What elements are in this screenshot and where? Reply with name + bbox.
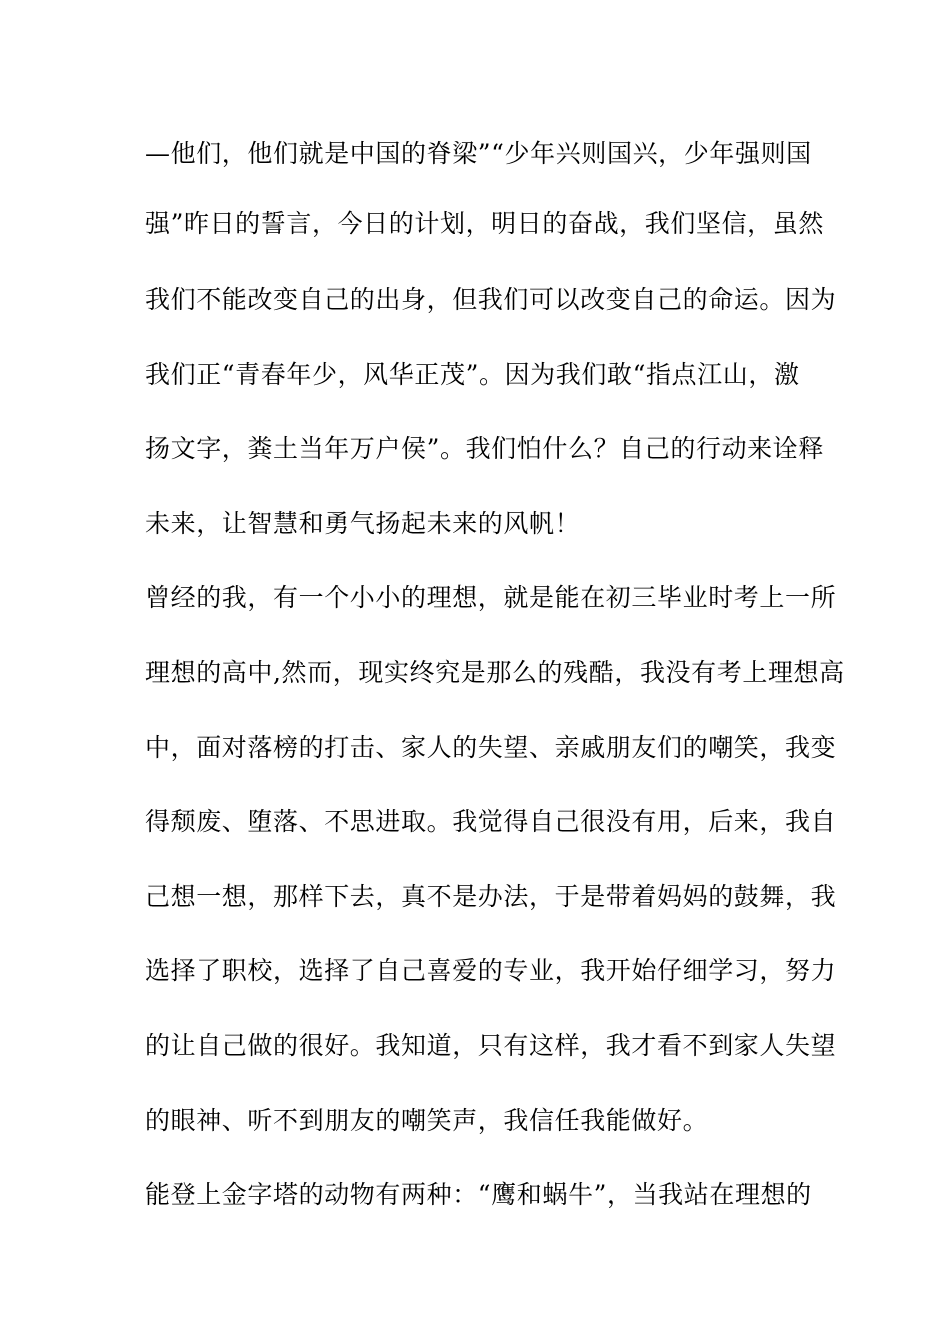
text-line: 的眼神、听不到朋友的嘲笑声，我信任我能做好。	[145, 1106, 709, 1135]
text-line: 我们不能改变自己的出身，但我们可以改变自己的命运。因为	[145, 285, 837, 314]
text-line: 得颓废、堕落、不思进取。我觉得自己很没有用，后来，我自	[145, 807, 837, 836]
text-line: 扬文字，粪土当年万户侯”。我们怕什么？自己的行动来诠释	[145, 434, 824, 463]
text-line: 中，面对落榜的打击、家人的失望、亲戚朋友们的嘲笑，我变	[145, 733, 837, 762]
text-line: —他们，他们就是中国的脊梁”“少年兴则国兴，少年强则国	[145, 139, 812, 168]
text-line: 能登上金字塔的动物有两种：“鹰和蜗牛”，当我站在理想的	[145, 1180, 812, 1209]
text-line: 理想的高中,然而，现实终究是那么的残酷，我没有考上理想高	[145, 658, 845, 687]
text-line: 曾经的我，有一个小小的理想，就是能在初三毕业时考上一所	[145, 583, 837, 612]
text-line: 未来，让智慧和勇气扬起未来的风帆！	[145, 509, 581, 538]
text-line: 己想一想，那样下去，真不是办法，于是带着妈妈的鼓舞，我	[145, 882, 837, 911]
text-line: 我们正“青春年少，风华正茂”。因为我们敢“指点江山，激	[145, 360, 800, 389]
text-line: 的让自己做的很好。我知道，只有这样，我才看不到家人失望	[145, 1031, 837, 1060]
text-line: 强”昨日的誓言，今日的计划，明日的奋战，我们坚信，虽然	[145, 209, 824, 238]
text-line: 选择了职校，选择了自己喜爱的专业，我开始仔细学习，努力	[145, 956, 837, 985]
